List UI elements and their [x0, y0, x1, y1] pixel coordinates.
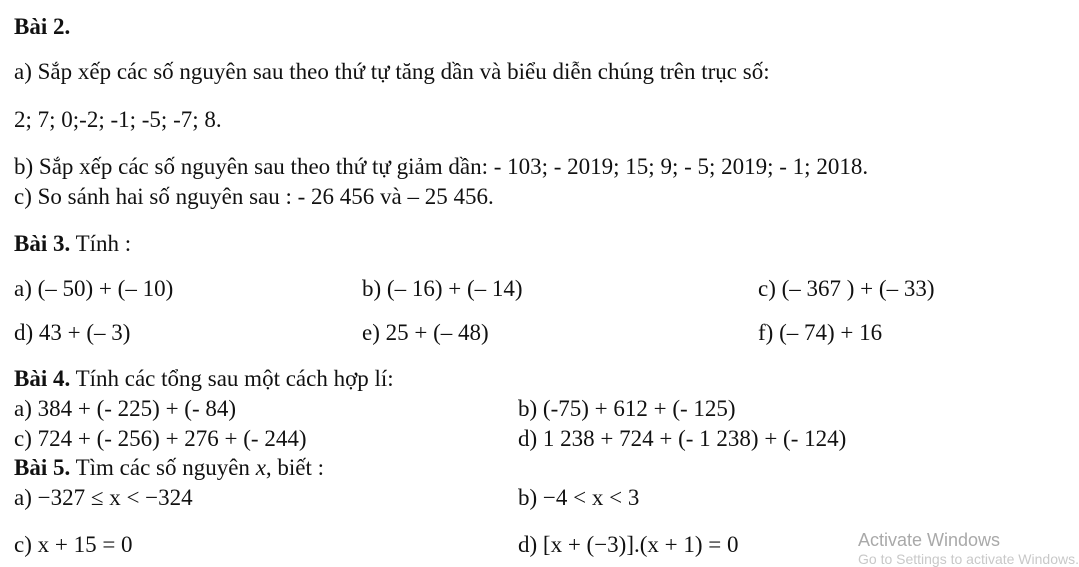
bai2-part-a-text: a) Sắp xếp các số nguyên sau theo thứ tự tăng dần và biểu diễn chúng trên trục số:	[14, 59, 770, 84]
bai4-title: Bài 4.	[14, 366, 71, 391]
activate-windows-subtext: Go to Settings to activate Windows.	[858, 551, 1079, 567]
bai3-item-b: b) (– 16) + (– 14)	[362, 276, 523, 301]
bai5-title: Bài 5.	[14, 455, 71, 480]
bai5-heading	[14, 456, 324, 479]
bai3-subtitle: Tính :	[70, 231, 132, 256]
bai4-subtitle: Tính các tổng sau một cách hợp lí:	[70, 366, 394, 391]
bai4-item-d: d) 1 238 + 724 + (- 1 238) + (- 124)	[518, 426, 847, 451]
bai5-subtitle-var: x	[255, 455, 266, 480]
bai4-item-a: a) 384 + (- 225) + (- 84)	[14, 396, 237, 421]
bai3-heading	[14, 232, 131, 255]
bai5-subtitle-pre: Tìm các số nguyên	[70, 455, 256, 480]
bai2-part-a-numbers: 2; 7; 0;-2; -1; -5; -7; 8.	[14, 107, 222, 132]
bai3-item-e: e) 25 + (– 48)	[362, 320, 489, 345]
bai2-part-c-text: c) So sánh hai số nguyên sau : - 26 456 và – 25 456.	[14, 184, 494, 209]
bai3-item-a: a) (– 50) + (– 10)	[14, 276, 174, 301]
bai5-item-c: c) x + 15 = 0	[14, 532, 133, 557]
bai4-item-b: b) (-75) + 612 + (- 125)	[518, 396, 736, 421]
bai3-item-f: f) (– 74) + 16	[758, 320, 883, 345]
bai5-item-a: a) −327 ≤ x < −324	[14, 485, 193, 510]
bai3-item-c: c) (– 367 ) + (– 33)	[758, 276, 935, 301]
bai5-item-b: b) −4 < x < 3	[518, 485, 640, 510]
bai5-item-d: d) [x + (−3)].(x + 1) = 0	[518, 532, 739, 557]
bai3-title: Bài 3.	[14, 231, 71, 256]
bai3-item-d: d) 43 + (– 3)	[14, 320, 131, 345]
bai5-subtitle-post: , biết :	[265, 455, 325, 480]
bai4-item-c: c) 724 + (- 256) + 276 + (- 244)	[14, 426, 307, 451]
bai2-part-b-text: b) Sắp xếp các số nguyên sau theo thứ tự giảm dần: - 103; - 2019; 15; 9; - 5; 2019; - 1; 2018.	[14, 154, 869, 179]
bai2-title: Bài 2.	[14, 14, 71, 39]
activate-windows-watermark: Activate Windows	[858, 530, 1001, 550]
bai4-heading	[14, 367, 394, 390]
